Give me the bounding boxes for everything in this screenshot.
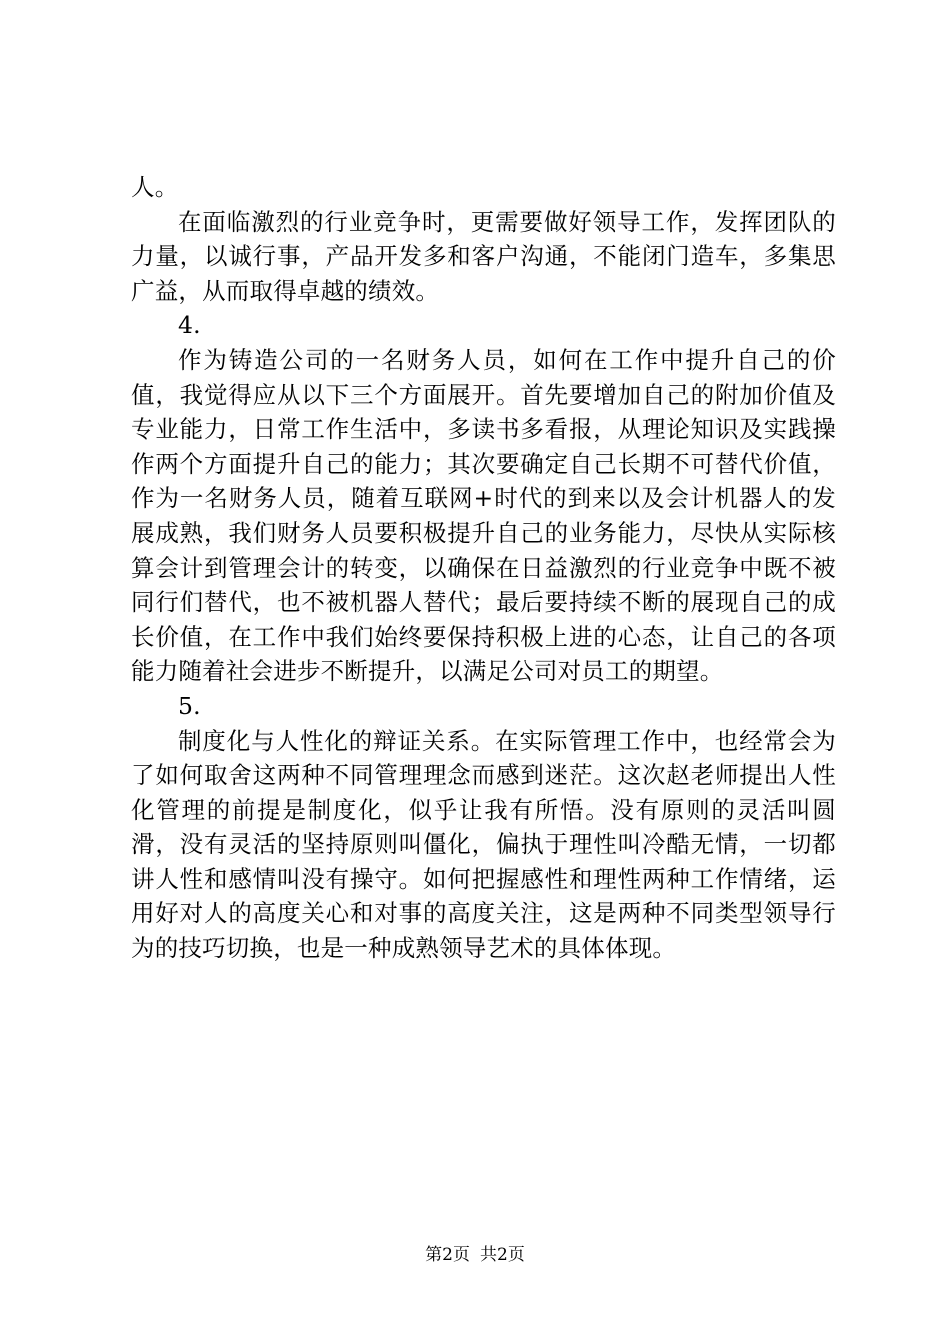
page-total: 共2页 (480, 1245, 525, 1265)
section-number-5: 5. (178, 691, 201, 720)
paragraph-management: 制度化与人性化的辩证关系。在实际管理工作中，也经常会为了如何取舍这两种不同管理理念而感到迷茫。这次赵老师提出人性化管理的前提是制度化，似乎让我有所悟。没有原则的灵活叫圆滑，没有灵活的坚持原则叫僵化，偏执于理性叫冷酷无情，一切都讲人性和感情叫没有操守。如何把握感性和理性两种工作情绪，运用好对人的高度关心和对事的高度关注，这是两种不同类型领导行为的技巧切换，也是一种成熟领导艺术的具体体现。 (131, 726, 836, 963)
page-number: 第2页 (425, 1245, 470, 1265)
paragraph-competition: 在面临激烈的行业竞争时，更需要做好领导工作，发挥团队的力量，以诚行事，产品开发多和客户沟通，不能闭门造车，多集思广益，从而取得卓越的绩效。 (131, 207, 836, 305)
page-footer (0, 1243, 950, 1267)
paragraph-continuation: 人。 (131, 173, 179, 201)
document-body (131, 170, 836, 966)
paragraph-finance-value: 作为铸造公司的一名财务人员，如何在工作中提升自己的价值，我觉得应从以下三个方面展开。首先要增加自己的附加价值及专业能力，日常工作生活中，多读书多看报，从理论知识及实践操作两个方面提升自己的能力；其次要确定自己长期不可替代价值，作为一名财务人员，随着互联网+时代的到来以及会计机器人的发展成熟，我们财务人员要积极提升自己的业务能力，尽快从实际核算会计到管理会计的转变，以确保在日益激烈的行业竞争中既不被同行们替代，也不被机器人替代；最后要持续不断的展现自己的成长价值，在工作中我们始终要保持积极上进的心态，让自己的各项能力随着社会进步不断提升，以满足公司对员工的期望。 (131, 345, 836, 686)
section-number-4: 4. (178, 311, 201, 340)
